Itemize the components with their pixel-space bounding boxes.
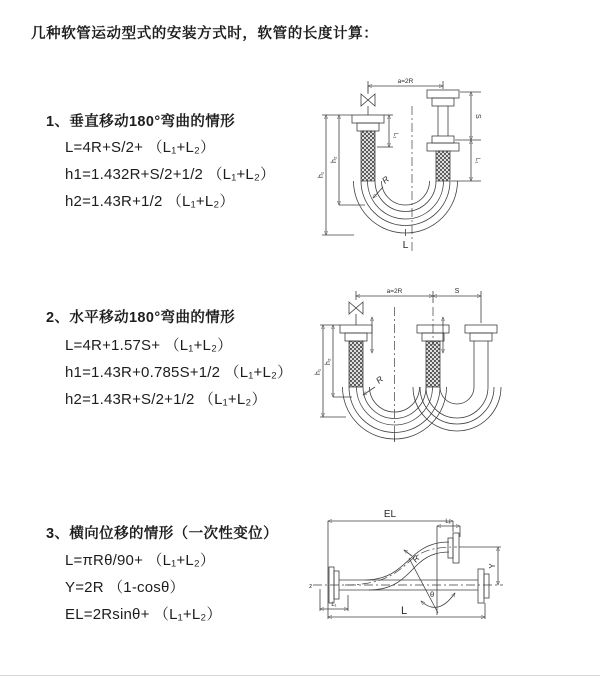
flanges: [340, 325, 497, 387]
dim-label-a2r: a=2R: [386, 288, 403, 295]
valve-icon: [361, 86, 375, 115]
braided-hose-section: [426, 341, 440, 387]
section-1-formula-h1: h1=1.432R+S/2+1/2 （L₁+L₂）: [65, 166, 276, 183]
dim-label-h1: h₁: [318, 171, 325, 178]
l-dimension: [328, 603, 485, 619]
u-bend-hose: [354, 181, 458, 233]
section-1-formula-h2: h2=1.43R+1/2 （L₁+L₂）: [65, 193, 235, 210]
length-label: [403, 229, 409, 251]
top-dimensions: [356, 288, 481, 323]
braided-hose-section: [361, 131, 375, 181]
section-3-heading: 3、横向位移的情形（一次性变位）: [46, 526, 278, 542]
left-flange: [352, 115, 384, 181]
dim-label-l: L: [402, 239, 409, 251]
section-2-formula-h1: h1=1.43R+0.785S+1/2 （L₁+L₂）: [65, 364, 293, 381]
centerline: [309, 547, 503, 590]
dim-label-l1-bottom: L₁: [331, 602, 337, 608]
braided-hose-section: [349, 341, 363, 387]
el-dimension: [328, 509, 453, 619]
right-dimensions: [451, 92, 481, 181]
dim-label-theta: θ: [430, 590, 435, 599]
dim-label-l: L: [400, 605, 408, 617]
dim-label-s: S: [474, 114, 481, 119]
left-dimensions: [318, 115, 365, 235]
dim-label-l1-left: L₁: [392, 133, 398, 139]
section-1-formula-L: L=4R+S/2+ （L₁+L₂）: [65, 139, 216, 156]
dim-label-r: R: [409, 553, 422, 565]
u-bend-hose-position2: [413, 387, 501, 431]
diagram-vertical-180-bend: [313, 70, 600, 260]
dim-label-el: EL: [383, 509, 397, 520]
dim-label-l1-top: L₁: [445, 519, 451, 525]
dim-label-r: R: [373, 373, 385, 386]
left-dimensions: [315, 325, 352, 417]
section-3-formula-L: L=πRθ/90+ （L₁+L₂）: [65, 552, 216, 569]
page-title: 几种软管运动型式的安装方式时，软管的长度计算：: [31, 26, 379, 42]
section-1-heading: 1、垂直移动180°弯曲的情形: [46, 114, 236, 130]
y-dimension: [459, 547, 501, 585]
right-flange-stack: [427, 90, 459, 181]
valve-icon: [349, 302, 363, 325]
left-l1-dimension: [377, 115, 398, 147]
dim-label-h1: h₁: [315, 368, 322, 375]
centerline-z-mark: z: [309, 583, 313, 590]
s-curve-hose: [365, 542, 449, 590]
diagram-lateral-displacement: [305, 505, 600, 640]
dim-label-y: Y: [488, 563, 497, 569]
diagram-horizontal-180-bend: [313, 283, 600, 460]
upper-flange-displaced: [448, 533, 459, 563]
section-2-heading: 2、水平移动180°弯曲的情形: [46, 310, 236, 326]
dim-label-h2: h₂: [325, 358, 332, 365]
dim-label-a2r: a=2R: [397, 78, 414, 85]
section-3-formula-EL: EL=2Rsinθ+ （L₁+L₂）: [65, 606, 222, 623]
dim-label-r: R: [379, 173, 391, 186]
right-flange-original: [478, 569, 489, 603]
braided-hose-section: [436, 151, 450, 181]
section-3-formula-Y: Y=2R （1-cosθ）: [65, 579, 185, 596]
section-2-formula-h2: h2=1.43R+S/2+1/2 （L₁+L₂）: [65, 391, 267, 408]
dim-label-l1-right: L₁: [474, 158, 480, 164]
radius-leader: [363, 374, 385, 395]
section-2-formula-L: L=4R+1.57S+ （L₁+L₂）: [65, 337, 233, 354]
dim-label-h2: h₂: [331, 156, 338, 163]
dim-label-s: S: [454, 288, 460, 295]
